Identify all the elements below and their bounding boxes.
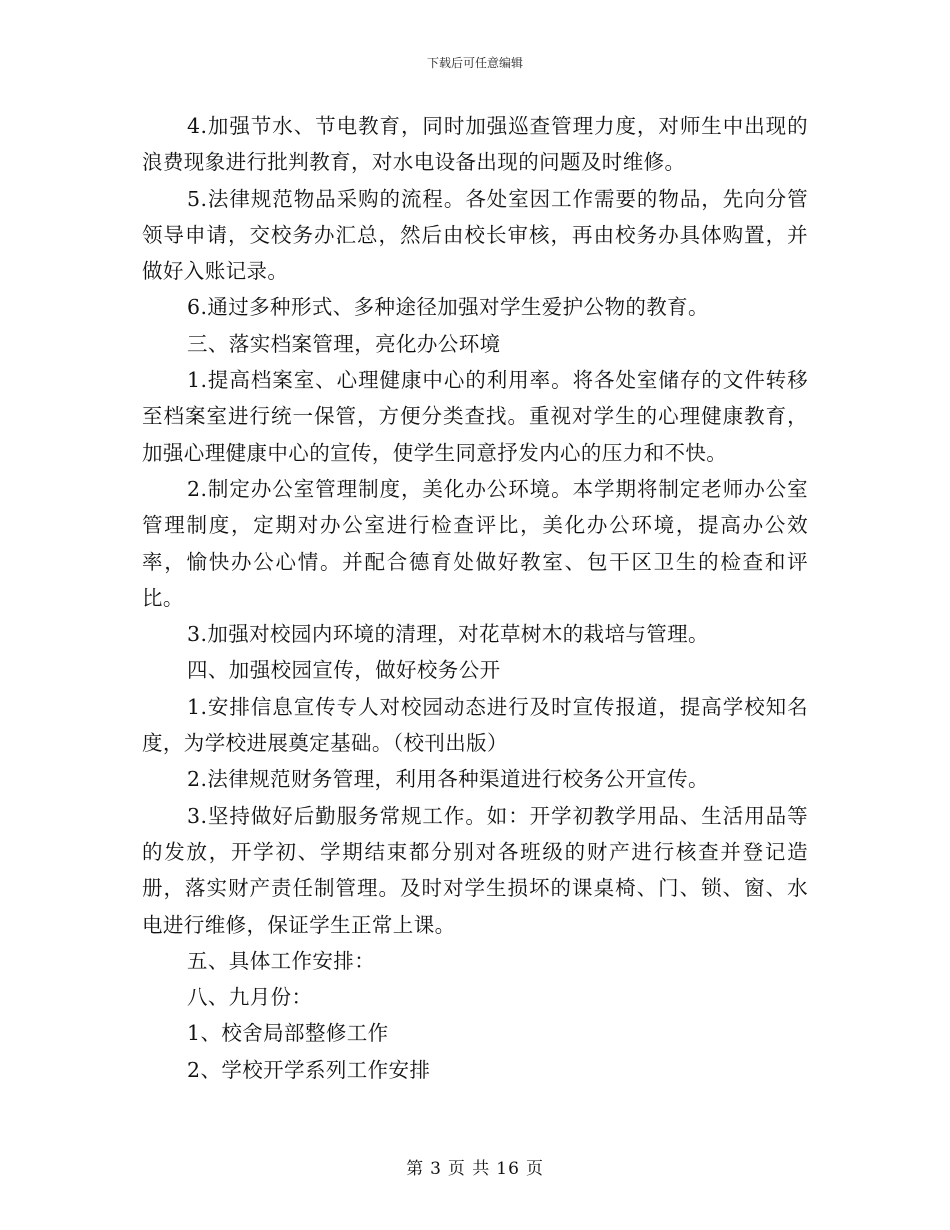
footer-current-page: 3	[430, 1159, 442, 1179]
paragraph-finance: 2.法律规范财务管理，利用各种渠道进行校务公开宣传。	[187, 767, 709, 792]
page-header: 下载后可任意编辑	[426, 56, 523, 70]
paragraph-archive-room: 1.提高档案室、心理健康中心的利用率。将各处室储存的文件转移至档案室进行统一保管，方便分类查找。重视对学生的心理健康教育，加强心理健康中心的宣传，使学生同意抒发内心的压力和不快。	[142, 368, 808, 465]
document-body	[142, 108, 808, 1088]
paragraph-water-electricity: 4.加强节水、节电教育，同时加强巡查管理力度，对师生中出现的浪费现象进行批判教育，对水电设备出现的问题及时维修。	[142, 114, 808, 175]
paragraph-logistics: 3.坚持做好后勤服务常规工作。如：开学初教学用品、生活用品等的发放，开学初、学期结束都分别对各班级的财产进行核查并登记造册，落实财产责任制管理。及时对学生损坏的课桌椅、门、锁、窗、水电进行维修，保证学生正常上课。	[142, 803, 808, 937]
paragraph-campus-environment: 3.加强对校园内环境的清理，对花草树木的栽培与管理。	[187, 622, 709, 647]
section-heading-archives: 三、落实档案管理，亮化办公环境	[187, 331, 501, 356]
paragraph-public-property: 6.通过多种形式、多种途径加强对学生爱护公物的教育。	[187, 295, 709, 320]
schedule-month-heading: 八、九月份：	[187, 985, 313, 1010]
paragraph-office-rules: 2.制定办公室管理制度，美化办公环境。本学期将制定老师办公室管理制度，定期对办公室进行检查评比，美化办公环境，提高办公效率，愉快办公心情。并配合德育处做好教室、包干区卫生的检查和评比。	[142, 476, 808, 610]
section-heading-schedule: 五、具体工作安排：	[187, 948, 376, 973]
paragraph-procurement: 5.法律规范物品采购的流程。各处室因工作需要的物品，先向分管领导申请，交校务办汇总，然后由校长审核，再由校务办具体购置，并做好入账记录。	[142, 186, 808, 284]
paragraph-news-reporting: 1.安排信息宣传专人对校园动态进行及时宣传报道，提高学校知名度，为学校进展奠定基础。（校刊出版）	[142, 694, 808, 756]
schedule-item-2: 2、学校开学系列工作安排	[187, 1057, 431, 1082]
schedule-item-1: 1、校舍局部整修工作	[187, 1021, 389, 1046]
page-number-footer	[0, 1154, 950, 1179]
section-heading-publicity: 四、加强校园宣传，做好校务公开	[187, 658, 501, 683]
footer-total-pages: 16	[496, 1159, 520, 1179]
footer-suffix: 页	[525, 1159, 544, 1179]
footer-middle: 页 共	[447, 1159, 491, 1179]
footer-prefix: 第	[406, 1159, 425, 1179]
